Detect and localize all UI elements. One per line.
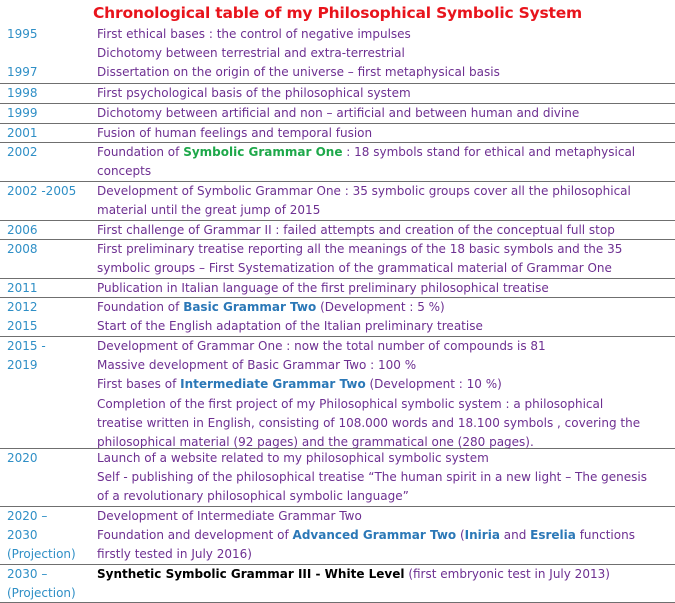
description-line — [97, 44, 669, 63]
table-row — [0, 25, 675, 83]
description-text: Fusion of human feelings and temporal fusion — [97, 126, 373, 140]
description-cell — [97, 565, 669, 584]
description-text: of a revolutionary philosophical symbolic language” — [97, 489, 409, 504]
description-line — [97, 143, 669, 162]
description-line — [97, 565, 669, 584]
year-cell — [7, 182, 89, 201]
description-line — [97, 414, 669, 433]
year-label — [7, 44, 89, 63]
description-text: (Development : 10 %) — [365, 377, 502, 392]
description-text: Launch of a website related to my philosophical symbolic system — [97, 451, 489, 465]
description-line — [97, 337, 669, 356]
description-cell — [97, 449, 669, 507]
description-text: First psychological basis of the philosophical system — [97, 86, 411, 100]
highlighted-term: Basic Grammar Two — [183, 300, 317, 314]
year-cell — [7, 298, 89, 336]
description-line — [97, 487, 669, 506]
year-cell — [7, 25, 89, 83]
description-cell — [97, 221, 669, 240]
year-cell — [7, 449, 89, 468]
description-text: Self - publishing of the philosophical treatise “The human spirit in a new light – The genesis — [97, 470, 647, 485]
description-line — [97, 182, 669, 201]
description-cell — [97, 25, 669, 83]
description-line — [97, 104, 669, 123]
page-title: Chronological table of my Philosophical Symbolic System — [92, 4, 583, 22]
description-cell — [97, 143, 669, 181]
description-line — [97, 124, 669, 143]
year-cell — [7, 104, 89, 123]
description-text: treatise written in English, consisting of 108.000 words and 18.100 symbols , covering the — [97, 415, 641, 430]
description-line — [97, 25, 669, 44]
description-line — [97, 317, 669, 336]
year-cell — [7, 143, 89, 162]
table-row — [0, 448, 675, 506]
highlighted-term: Iniria — [464, 528, 500, 543]
description-cell — [97, 104, 669, 123]
table-row — [0, 123, 675, 142]
description-line — [97, 375, 669, 394]
description-cell — [97, 337, 669, 452]
description-text: Dichotomy between terrestrial and extra-terrestrial — [97, 46, 405, 61]
description-text: Foundation of — [97, 300, 184, 314]
year-label: 2008 — [7, 242, 38, 256]
table-row — [0, 506, 675, 564]
description-line — [97, 449, 669, 468]
description-text: (Development : 5 %) — [316, 300, 445, 314]
description-text: Foundation of — [97, 145, 184, 159]
description-text: and — [499, 528, 531, 543]
year-label: 1995 — [7, 27, 38, 41]
description-text: First challenge of Grammar II : failed attempts and creation of the conceptual full stop — [97, 223, 615, 237]
year-label: 2001 — [7, 126, 38, 140]
year-cell — [7, 507, 89, 565]
description-text: (first embryonic test in July 2013) — [404, 567, 610, 581]
table-row — [0, 181, 675, 220]
year-label: 1997 — [7, 65, 38, 80]
description-line — [97, 395, 669, 414]
description-line — [97, 507, 669, 526]
description-text: Development of Grammar One : now the total number of compounds is 81 — [97, 339, 546, 353]
year-label: 2020 – — [7, 509, 48, 523]
description-text: : 18 symbols stand for ethical and metaphysical — [342, 145, 636, 159]
year-cell — [7, 279, 89, 298]
table-row — [0, 336, 675, 448]
highlighted-term: Advanced Grammar Two — [292, 528, 457, 543]
year-label: 2015 - — [7, 339, 46, 353]
description-line — [97, 545, 669, 564]
description-cell — [97, 240, 669, 278]
description-text: functions — [575, 528, 635, 543]
description-line — [97, 84, 669, 103]
year-cell — [7, 124, 89, 143]
description-text: philosophical material (92 pages) and the grammatical one (280 pages). — [97, 435, 534, 450]
description-line — [97, 162, 669, 181]
description-line — [97, 259, 669, 278]
year-cell — [7, 221, 89, 240]
description-text: Dissertation on the origin of the universe – first metaphysical basis — [97, 65, 500, 80]
year-label: 2020 — [7, 451, 38, 465]
table-row — [0, 220, 675, 239]
year-label: 2002 — [7, 145, 38, 159]
description-text: Start of the English adaptation of the Italian preliminary treatise — [97, 319, 483, 334]
year-label: 2030 – — [7, 567, 48, 581]
description-line — [97, 279, 669, 298]
table-row — [0, 142, 675, 181]
description-text: symbolic groups – First Systematization of the grammatical material of Grammar One — [97, 261, 612, 276]
description-line — [97, 201, 669, 220]
description-text: First bases of — [97, 377, 181, 392]
description-text: material until the great jump of 2015 — [97, 203, 321, 218]
table-row — [0, 297, 675, 336]
description-text: First preliminary treatise reporting all the meanings of the 18 basic symbols and the 35 — [97, 242, 623, 256]
description-text: Development of Intermediate Grammar Two — [97, 509, 362, 523]
highlighted-term: Intermediate Grammar Two — [180, 377, 366, 392]
description-text: Development of Symbolic Grammar One : 35 symbolic groups cover all the philosophical — [97, 184, 631, 198]
year-label: 2019 — [7, 358, 38, 373]
description-text: ( — [456, 528, 465, 543]
description-line — [97, 526, 669, 545]
table-row — [0, 239, 675, 278]
year-cell — [7, 240, 89, 259]
table-row — [0, 278, 675, 297]
year-label: 2011 — [7, 281, 38, 295]
year-label: 2030 — [7, 528, 38, 543]
year-label: 2002 -2005 — [7, 184, 77, 198]
description-text: Publication in Italian language of the first preliminary philosophical treatise — [97, 281, 549, 295]
highlighted-term: Synthetic Symbolic Grammar III - White Level — [97, 567, 405, 581]
description-text: Dichotomy between artificial and non – artificial and between human and divine — [97, 106, 580, 120]
description-line — [97, 468, 669, 487]
year-label: 1998 — [7, 86, 38, 100]
highlighted-term: Esrelia — [530, 528, 576, 543]
table-row — [0, 103, 675, 123]
description-cell — [97, 124, 669, 143]
description-cell — [97, 507, 669, 565]
description-text: Foundation and development of — [97, 528, 293, 543]
year-cell — [7, 84, 89, 103]
year-label: (Projection) — [7, 586, 76, 601]
description-cell — [97, 182, 669, 220]
description-text: Massive development of Basic Grammar Two : 100 % — [97, 358, 417, 373]
year-label: 2015 — [7, 319, 38, 334]
description-text: firstly tested in July 2016) — [97, 547, 252, 562]
description-line — [97, 240, 669, 259]
year-label: 2006 — [7, 223, 38, 237]
description-cell — [97, 279, 669, 298]
highlighted-term: Symbolic Grammar One — [183, 145, 343, 159]
description-text: First ethical bases : the control of negative impulses — [97, 27, 411, 41]
description-cell — [97, 84, 669, 103]
timeline-table — [0, 25, 675, 603]
year-label: 2012 — [7, 300, 38, 314]
table-row — [0, 564, 675, 603]
description-line — [97, 63, 669, 82]
year-cell — [7, 337, 89, 375]
year-label: (Projection) — [7, 547, 76, 562]
year-cell — [7, 565, 89, 603]
description-line — [97, 221, 669, 240]
description-line — [97, 298, 669, 317]
year-label: 1999 — [7, 106, 38, 120]
table-row — [0, 83, 675, 103]
description-text: Completion of the first project of my Philosophical symbolic system : a philosophical — [97, 396, 604, 411]
description-text: concepts — [97, 164, 152, 179]
description-cell — [97, 298, 669, 336]
description-line — [97, 356, 669, 375]
